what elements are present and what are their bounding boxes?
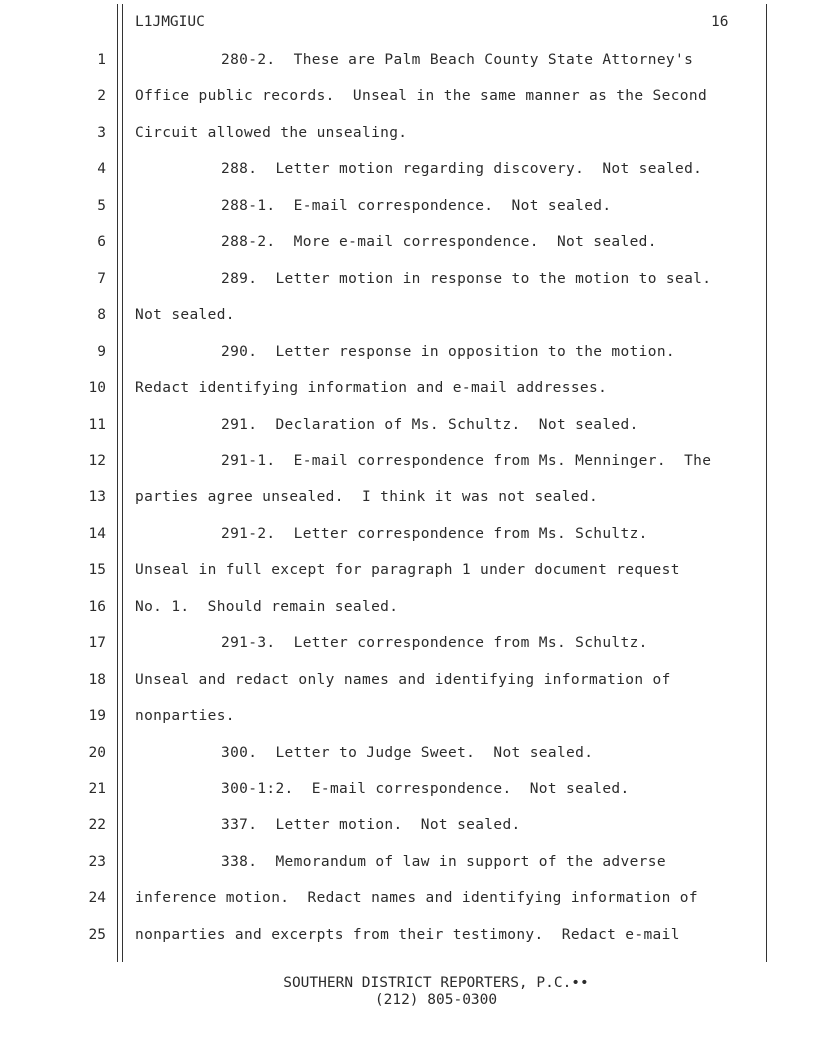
line-number: 11 bbox=[88, 416, 106, 433]
line-number: 2 bbox=[97, 88, 106, 105]
line-number: 10 bbox=[88, 380, 106, 397]
line-text: 288-2. More e-mail correspondence. Not sealed. bbox=[221, 234, 657, 251]
transcript-line bbox=[0, 599, 816, 619]
line-text: 300. Letter to Judge Sweet. Not sealed. bbox=[221, 744, 594, 761]
line-text: 289. Letter motion in response to the motion to seal. bbox=[221, 270, 712, 287]
transcript-line bbox=[0, 890, 816, 910]
line-text: 337. Letter motion. Not sealed. bbox=[221, 817, 521, 834]
line-text: 288. Letter motion regarding discovery. Not sealed. bbox=[221, 161, 703, 178]
document-code: L1JMGIUC bbox=[135, 14, 205, 30]
line-number: 4 bbox=[97, 161, 106, 178]
line-number: 14 bbox=[88, 525, 106, 542]
line-text: parties agree unsealed. I think it was not sealed. bbox=[135, 489, 599, 506]
transcript-line bbox=[0, 781, 816, 801]
line-text: Unseal and redact only names and identifying information of bbox=[135, 671, 671, 688]
line-number: 25 bbox=[88, 926, 106, 943]
line-text: 291-1. E-mail correspondence from Ms. Menninger. The bbox=[221, 452, 712, 469]
line-number: 19 bbox=[88, 708, 106, 725]
line-text: Not sealed. bbox=[135, 307, 235, 324]
line-number: 18 bbox=[88, 671, 106, 688]
footer-reporter: SOUTHERN DISTRICT REPORTERS, P.C.•• bbox=[283, 975, 589, 991]
line-text: 288-1. E-mail correspondence. Not sealed. bbox=[221, 197, 612, 214]
line-text: 291. Declaration of Ms. Schultz. Not sealed. bbox=[221, 416, 639, 433]
footer-phone: (212) 805-0300 bbox=[374, 992, 498, 1008]
transcript-line bbox=[0, 52, 816, 72]
transcript-line bbox=[0, 380, 816, 400]
line-number: 17 bbox=[88, 635, 106, 652]
line-text: Circuit allowed the unsealing. bbox=[135, 124, 408, 141]
transcript-line bbox=[0, 745, 816, 765]
line-text: 291-2. Letter correspondence from Ms. Schultz. bbox=[221, 525, 648, 542]
line-text: nonparties. bbox=[135, 708, 235, 725]
transcript-line bbox=[0, 562, 816, 582]
transcript-line bbox=[0, 417, 816, 437]
transcript-line bbox=[0, 234, 816, 254]
line-text: 290. Letter response in opposition to the motion. bbox=[221, 343, 675, 360]
line-number: 13 bbox=[88, 489, 106, 506]
transcript-line bbox=[0, 854, 816, 874]
line-text: 291-3. Letter correspondence from Ms. Schultz. bbox=[221, 635, 648, 652]
transcript-line bbox=[0, 526, 816, 546]
page-number: 16 bbox=[711, 14, 729, 30]
line-text: 338. Memorandum of law in support of the adverse bbox=[221, 853, 666, 870]
line-number: 9 bbox=[97, 343, 106, 360]
line-text: Redact identifying information and e-mail addresses. bbox=[135, 380, 608, 397]
line-number: 20 bbox=[88, 744, 106, 761]
transcript-line bbox=[0, 198, 816, 218]
transcript-line bbox=[0, 635, 816, 655]
line-text: No. 1. Should remain sealed. bbox=[135, 598, 399, 615]
transcript-line bbox=[0, 88, 816, 108]
line-text: nonparties and excerpts from their testimony. Redact e-mail bbox=[135, 926, 680, 943]
transcript-line bbox=[0, 161, 816, 181]
line-number: 6 bbox=[97, 234, 106, 251]
line-number: 23 bbox=[88, 853, 106, 870]
line-number: 5 bbox=[97, 197, 106, 214]
line-number: 15 bbox=[88, 562, 106, 579]
transcript-line bbox=[0, 125, 816, 145]
transcript-line bbox=[0, 672, 816, 692]
line-text: Unseal in full except for paragraph 1 under document request bbox=[135, 562, 680, 579]
line-number: 3 bbox=[97, 124, 106, 141]
transcript-line bbox=[0, 927, 816, 947]
transcript-line bbox=[0, 489, 816, 509]
transcript-line bbox=[0, 708, 816, 728]
line-text: inference motion. Redact names and identifying information of bbox=[135, 890, 698, 907]
line-text: 300-1:2. E-mail correspondence. Not sealed. bbox=[221, 781, 630, 797]
line-text: 280-2. These are Palm Beach County State Attorney's bbox=[221, 52, 694, 68]
transcript-line bbox=[0, 453, 816, 473]
line-number: 1 bbox=[97, 52, 106, 68]
line-number: 12 bbox=[88, 452, 106, 469]
transcript-line bbox=[0, 817, 816, 837]
line-number: 22 bbox=[88, 817, 106, 834]
transcript-line bbox=[0, 307, 816, 327]
line-number: 24 bbox=[88, 890, 106, 907]
transcript-line bbox=[0, 271, 816, 291]
line-number: 21 bbox=[88, 781, 106, 797]
line-number: 16 bbox=[88, 598, 106, 615]
line-number: 8 bbox=[97, 307, 106, 324]
transcript-line bbox=[0, 344, 816, 364]
line-number: 7 bbox=[97, 270, 106, 287]
line-text: Office public records. Unseal in the same manner as the Second bbox=[135, 88, 708, 105]
